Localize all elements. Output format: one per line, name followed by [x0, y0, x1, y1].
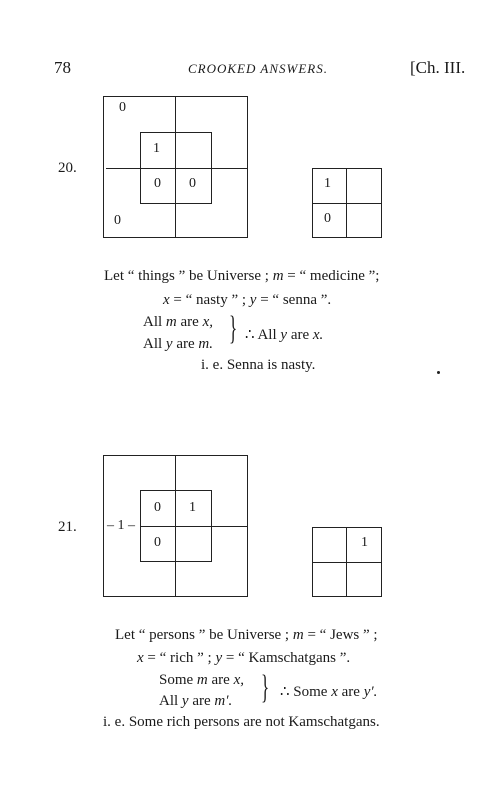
cell-mark: 0: [154, 176, 161, 191]
cell-mark: 1: [324, 176, 331, 191]
universe-line: Let “ persons ” be Universe ; m = “ Jews ” ;: [115, 627, 378, 643]
cell-mark: 0: [154, 500, 161, 515]
premise-2: All y are m′.: [159, 693, 233, 709]
stray-mark: [437, 371, 440, 374]
outer-horizontal-divider-right: [212, 526, 248, 527]
conclusion: ∴ All y are x.: [245, 327, 324, 343]
premise-1: Some m are x,: [159, 672, 244, 688]
left-mark: – 1 –: [107, 518, 135, 533]
definitions-line: x = “ nasty ” ; y = “ senna ”.: [163, 292, 332, 308]
universe-line: Let “ things ” be Universe ; m = “ medicine ”;: [104, 268, 380, 284]
problem-number: 21.: [58, 519, 77, 535]
outer-horizontal-divider-right: [212, 168, 248, 169]
inner-horizontal-divider: [140, 168, 212, 169]
cell-mark: 1: [189, 500, 196, 515]
cell-mark: 0: [154, 535, 161, 550]
conclusion: ∴ Some x are y′.: [280, 684, 378, 700]
brace: }: [261, 669, 270, 706]
small-horizontal-divider: [312, 203, 382, 204]
chapter-label: [Ch. III.: [410, 58, 466, 77]
interpretation: i. e. Some rich persons are not Kamschatgans.: [103, 714, 380, 730]
cell-mark: 0: [114, 213, 121, 228]
cell-mark: 0: [119, 100, 126, 115]
inner-horizontal-divider: [140, 526, 212, 527]
page-number: 78: [54, 58, 71, 77]
cell-mark: 1: [153, 141, 160, 156]
premise-1: All m are x,: [143, 314, 213, 330]
premise-2: All y are m.: [143, 336, 213, 352]
running-title: CROOKED ANSWERS.: [188, 61, 328, 76]
brace: }: [229, 310, 238, 347]
small-horizontal-divider: [312, 562, 382, 563]
interpretation: i. e. Senna is nasty.: [201, 357, 316, 373]
cell-mark: 1: [361, 535, 368, 550]
cell-mark: 0: [324, 211, 331, 226]
definitions-line: x = “ rich ” ; y = “ Kamschatgans ”.: [137, 650, 351, 666]
problem-number: 20.: [58, 160, 77, 176]
cell-mark: 0: [189, 176, 196, 191]
